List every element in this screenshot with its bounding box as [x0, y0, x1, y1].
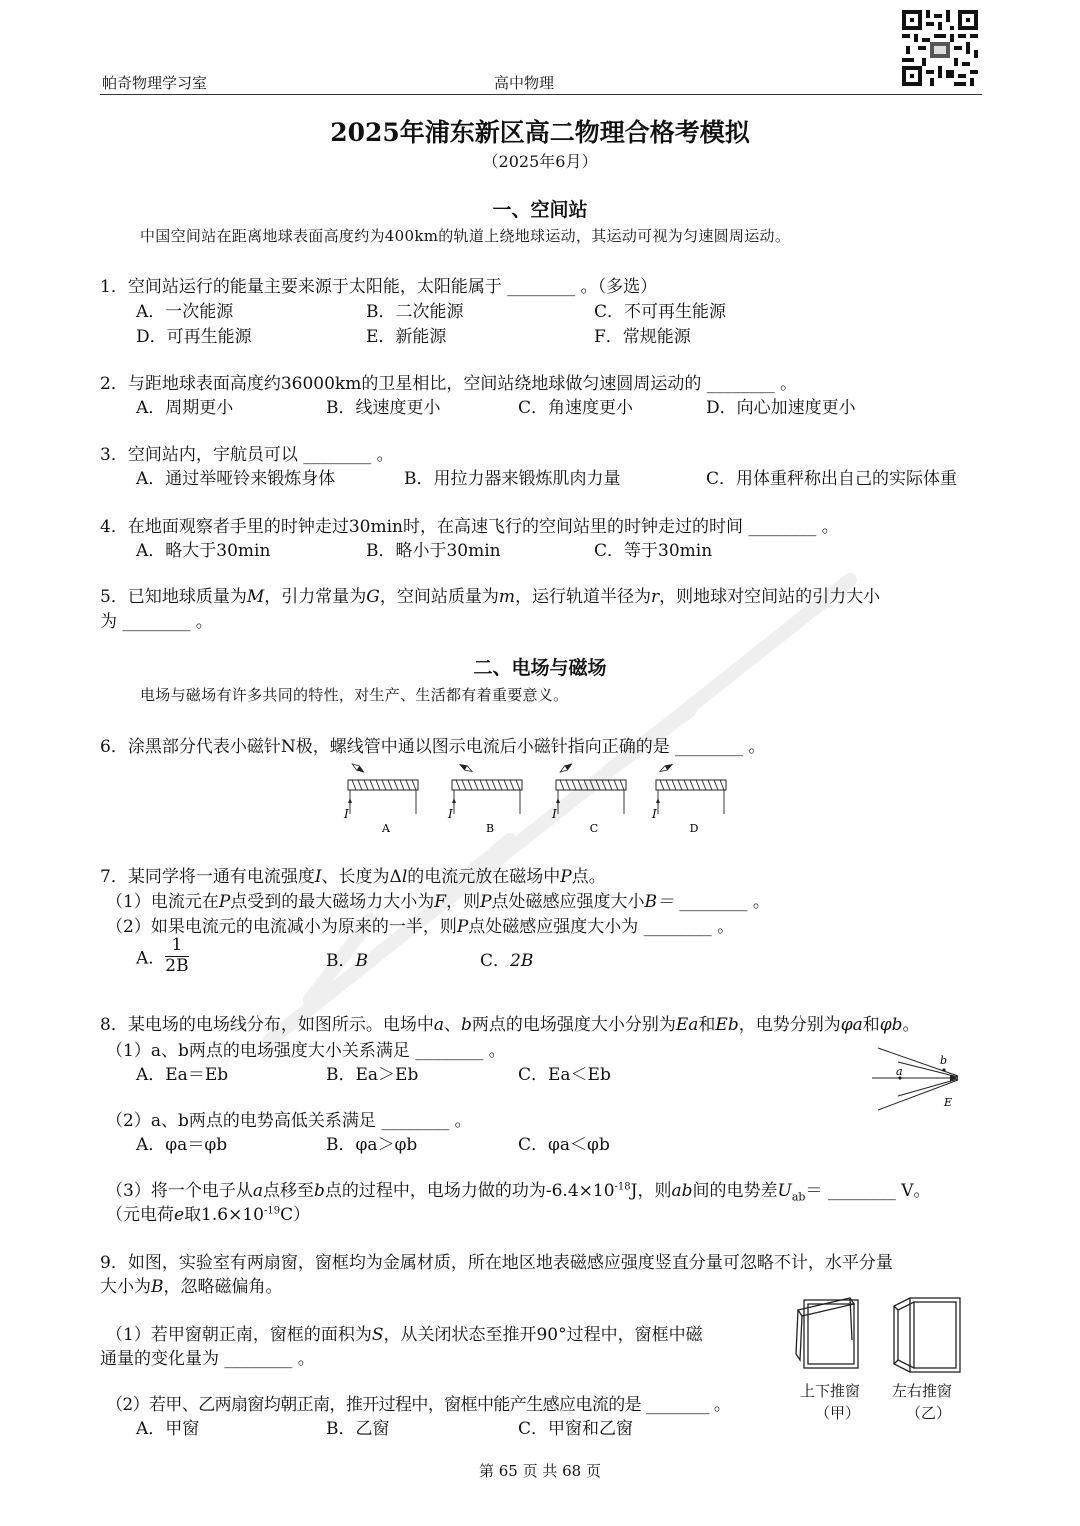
option: A．甲窗	[136, 1419, 200, 1439]
header-left: 帕奇物理学习室	[102, 74, 208, 92]
sub-question: （2）如果电流元的电流减小为原来的一半，则P点处磁感应强度大小为 ________ 。	[106, 917, 735, 937]
option: C．角速度更小	[518, 398, 634, 418]
option: D．可再生能源	[136, 327, 252, 347]
option: E．新能源	[366, 327, 447, 347]
option: C．甲窗和乙窗	[518, 1419, 634, 1439]
question-stem: 3．空间站内，宇航员可以 ________ 。	[100, 445, 394, 465]
page-subtitle: （2025年6月）	[482, 152, 598, 171]
window-sublabel: （甲）	[815, 1404, 861, 1422]
question-stem: 5．已知地球质量为M，引力常量为G，空间站质量为m，运行轨道半径为r，则地球对空间站的引力大小	[100, 587, 881, 607]
figure-label: C	[589, 822, 599, 835]
point-label-a: a	[896, 1065, 903, 1078]
option: B．B	[326, 951, 368, 971]
field-label-E: E	[944, 1096, 953, 1109]
solenoid-figure	[330, 762, 750, 842]
option: A．一次能源	[136, 302, 234, 322]
header-center: 高中物理	[494, 74, 555, 92]
window-figure	[790, 1290, 980, 1380]
header-rule	[100, 94, 982, 95]
sub-question-line2: 通量的变化量为 ________ 。	[100, 1349, 315, 1369]
question-stem: 8．某电场的电场线分布，如图所示。电场中a、b两点的电场强度大小分别为Ea和Eb，电势分别为φa和φb。	[100, 1015, 920, 1035]
page-title: 2025年浦东新区高二物理合格考模拟	[330, 118, 750, 147]
current-label: I	[448, 807, 453, 821]
question-stem-line2: 大小为B，忽略磁偏角。	[100, 1277, 283, 1297]
question-stem: 9．如图，实验室有两扇窗，窗框均为金属材质，所在地区地表磁感应强度竖直分量可忽略不计，水平分量	[100, 1253, 893, 1273]
qr-code-icon	[902, 10, 978, 86]
figure-label: A	[382, 822, 390, 835]
current-label: I	[344, 807, 349, 821]
sub-question: （2）若甲、乙两扇窗均朝正南，推开过程中，窗框中能产生感应电流的是 ________ 。	[106, 1395, 731, 1415]
option: B．Ea＞Eb	[326, 1065, 419, 1085]
section-title: 一、空间站	[492, 199, 588, 221]
option: A．通过举哑铃来锻炼身体	[136, 469, 336, 489]
sub-question-note: （元电荷e取$1.6\times 10^{-19}C$）	[106, 1205, 311, 1225]
option: B．二次能源	[366, 302, 464, 322]
question-stem: 4．在地面观察者手里的时钟走过30min时，在高速飞行的空间站里的时钟走过的时间 ________ 。	[100, 517, 839, 537]
option: C．不可再生能源	[594, 302, 727, 322]
section-intro: 电场与磁场有许多共同的特性，对生产、生活都有着重要意义。	[140, 686, 569, 704]
page-number: 第 65 页 共 68 页	[478, 1462, 601, 1480]
option: B．用拉力器来锻炼肌肉力量	[404, 469, 621, 489]
option: B．乙窗	[326, 1419, 390, 1439]
figure-label: D	[689, 822, 699, 835]
field-line-figure	[868, 1040, 968, 1112]
sub-question: （1）a、b两点的电场强度大小关系满足 ________ 。	[106, 1041, 506, 1061]
question-stem: 6．涂黑部分代表小磁针N极，螺线管中通以图示电流后小磁针指向正确的是 ________ 。	[100, 737, 766, 757]
figure-label: B	[485, 822, 495, 835]
option: B．φa＞φb	[326, 1135, 418, 1155]
option: C．2B	[480, 951, 534, 971]
sub-question: （2）a、b两点的电势高低关系满足 ________ 。	[106, 1111, 472, 1131]
option: B．线速度更小	[326, 398, 441, 418]
current-label: I	[652, 807, 657, 821]
sub-question: （3）将一个电子从a点移至b点的过程中，电场力做的功为$-6.4\times 10^{-18}J$，则ab间的电势差$U_{ab}=$ ________ V。	[106, 1181, 931, 1204]
section-intro: 中国空间站在距离地球表面高度约为400km的轨道上绕地球运动，其运动可视为匀速圆周运动。	[140, 227, 791, 245]
question-stem-line2: 为 ________ 。	[100, 612, 213, 632]
option: D．向心加速度更小	[706, 398, 856, 418]
option: C．等于30min	[594, 541, 713, 561]
option: C．φa＜φb	[518, 1135, 610, 1155]
option: B．略小于30min	[366, 541, 501, 561]
question-stem: 2．与距地球表面高度约36000km的卫星相比，空间站绕地球做匀速圆周运动的 ________ 。	[100, 374, 798, 394]
section-title: 二、电场与磁场	[473, 657, 607, 679]
option: C．用体重秤称出自己的实际体重	[706, 469, 958, 489]
option: A．φa＝φb	[136, 1135, 228, 1155]
sub-question: （1）若甲窗朝正南，窗框的面积为S，从关闭状态至推开90°过程中，窗框中磁	[106, 1325, 703, 1345]
point-label-b: b	[940, 1054, 948, 1067]
question-stem: 1．空间站运行的能量主要来源于太阳能，太阳能属于 ________ 。（多选）	[100, 277, 658, 297]
option: A．周期更小	[136, 398, 234, 418]
option: A．Ea＝Eb	[136, 1065, 229, 1085]
window-label: 上下推窗	[800, 1382, 861, 1400]
sub-question: （1）电流元在P点受到的最大磁场力大小为F，则P点处磁感应强度大小B＝ ________ 。	[106, 892, 770, 912]
question-stem: 7．某同学将一通有电流强度I、长度为Δl的电流元放在磁场中P点。	[100, 867, 606, 887]
option: C．Ea＜Eb	[518, 1065, 611, 1085]
window-sublabel: （乙）	[906, 1404, 952, 1422]
option: F．常规能源	[594, 327, 691, 347]
window-label: 左右推窗	[892, 1382, 953, 1400]
option: A． $\frac{1}{2B}$	[136, 935, 189, 976]
current-label: I	[552, 807, 557, 821]
option: A．略大于30min	[136, 541, 271, 561]
